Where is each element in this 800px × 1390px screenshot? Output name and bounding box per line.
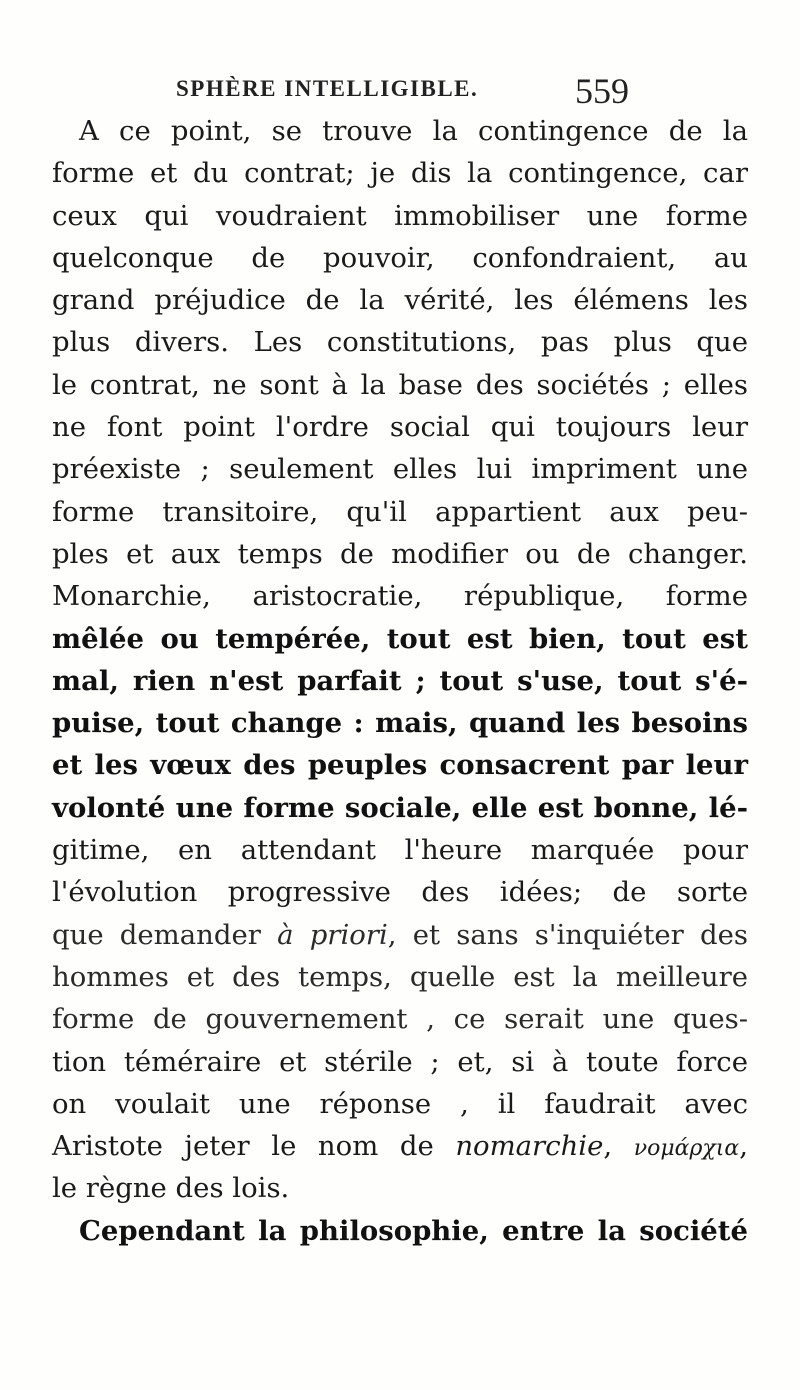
text-line: mêlée ou tempérée, tout est bien, tout est xyxy=(52,622,748,655)
text-line: quelconque de pouvoir, confondraient, au xyxy=(52,241,748,274)
body-text xyxy=(52,110,748,1252)
italic-word: nomarchie xyxy=(455,1130,604,1163)
text-line: gitime, en attendant l'heure marquée pour xyxy=(52,834,748,867)
text-line: tion téméraire et stérile ; et, si à toute force xyxy=(52,1045,748,1078)
text-line: l'évolution progressive des idées; de sorte xyxy=(52,876,748,909)
text-run: , et sans s'inquiéter des xyxy=(387,918,748,951)
text-line: préexiste ; seulement elles lui impriment une xyxy=(52,453,748,486)
text-line: le règne des lois. xyxy=(52,1172,290,1205)
text-run: que demander xyxy=(52,918,278,951)
text-line: ples et aux temps de modifier ou de changer. xyxy=(52,537,748,570)
text-line: forme de gouvernement , ce serait une ques- xyxy=(52,1003,748,1036)
text-line: mal, rien n'est parfait ; tout s'use, tout s'é- xyxy=(52,664,748,697)
text-run: , xyxy=(603,1130,634,1163)
text-line: Monarchie, aristocratie, république, forme xyxy=(52,580,748,613)
page-number: 559 xyxy=(575,71,629,111)
text-line: ceux qui voudraient immobiliser une forme xyxy=(52,199,748,232)
running-head: SPHÈRE INTELLIGIBLE. xyxy=(176,76,479,101)
text-line: ne font point l'ordre social qui toujours leur xyxy=(52,411,748,444)
text-line: le contrat, ne sont à la base des sociétés ; elles xyxy=(52,368,748,401)
text-line: plus divers. Les constitutions, pas plus que xyxy=(52,326,748,359)
text-line: grand préjudice de la vérité, les élémens les xyxy=(52,284,748,317)
text-line: on voulait une réponse , il faudrait avec xyxy=(52,1087,748,1120)
text-line: forme et du contrat; je dis la contingence, car xyxy=(52,157,748,190)
text-line: hommes et des temps, quelle est la meilleure xyxy=(52,960,748,993)
text-line: volonté une forme sociale, elle est bonne, lé- xyxy=(52,791,748,824)
text-line xyxy=(52,1125,748,1167)
greek-word: νομάρχια xyxy=(633,1136,740,1162)
text-line xyxy=(52,914,748,956)
italic-phrase: à priori xyxy=(277,918,388,951)
text-line: forme transitoire, qu'il appartient aux peu- xyxy=(52,495,748,528)
text-line: A ce point, se trouve la contingence de la xyxy=(79,115,748,147)
text-run: , xyxy=(739,1130,748,1163)
text-line: Cependant la philosophie, entre la société xyxy=(79,1214,748,1247)
text-line: et les vœux des peuples consacrent par leur xyxy=(52,749,748,782)
text-run: Aristote jeter le nom de xyxy=(52,1130,456,1163)
text-line: puise, tout change : mais, quand les besoins xyxy=(52,707,748,740)
